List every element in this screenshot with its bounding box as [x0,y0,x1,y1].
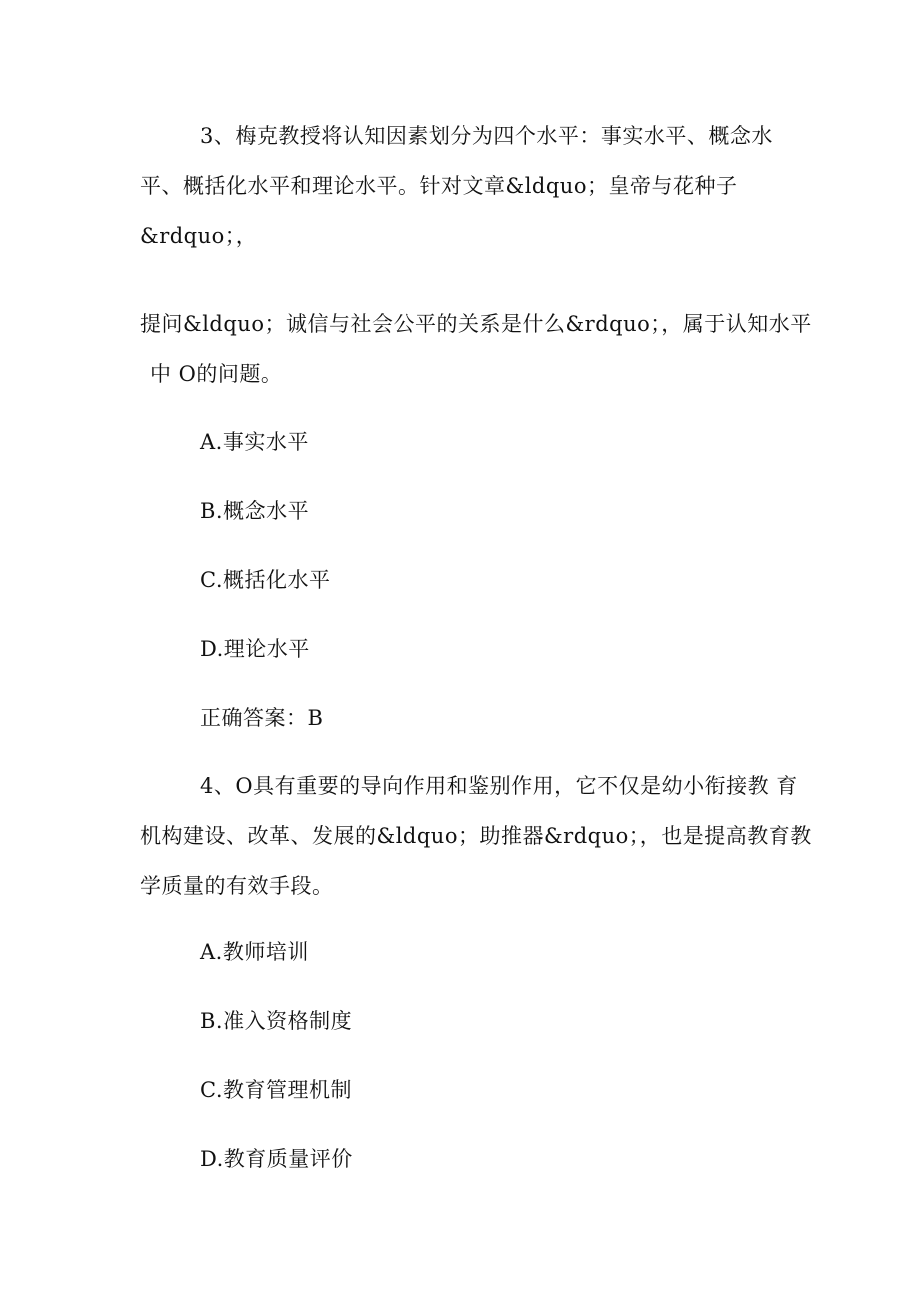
q3-option-a: A.事实水平 [200,430,309,454]
q4-stem-line-3: 学质量的有效手段。 [140,874,334,898]
q4-option-a: A.教师培训 [200,940,309,964]
q3-stem-line-5: 中 O的问题。 [150,362,283,386]
q3-stem-line-3: &rdquo；， [140,224,258,248]
q3-answer: 正确答案：B [200,706,324,730]
q4-stem-line-1: 4、O具有重要的导向作用和鉴别作用，它不仅是幼小衔接教 育 [200,774,798,798]
q3-stem-line-4: 提问&ldquo；诚信与社会公平的关系是什么&rdquo；，属于认知水平 [140,312,812,336]
q3-stem-line-2: 平、概括化水平和理论水平。针对文章&ldquo；皇帝与花种子 [140,174,738,198]
q4-option-b: B.准入资格制度 [200,1009,353,1033]
q4-option-d: D.教育质量评价 [200,1147,353,1171]
q3-option-b: B.概念水平 [200,499,310,523]
q3-stem-line-1: 3、梅克教授将认知因素划分为四个水平：事实水平、概念水 [200,124,773,148]
q4-stem-line-2: 机构建设、改革、发展的&ldquo；助推器&rdquo；，也是提高教育教 [140,824,812,848]
q3-option-d: D.理论水平 [200,637,310,661]
q3-option-c: C.概括化水平 [200,568,331,592]
q4-option-c: C.教育管理机制 [200,1078,352,1102]
